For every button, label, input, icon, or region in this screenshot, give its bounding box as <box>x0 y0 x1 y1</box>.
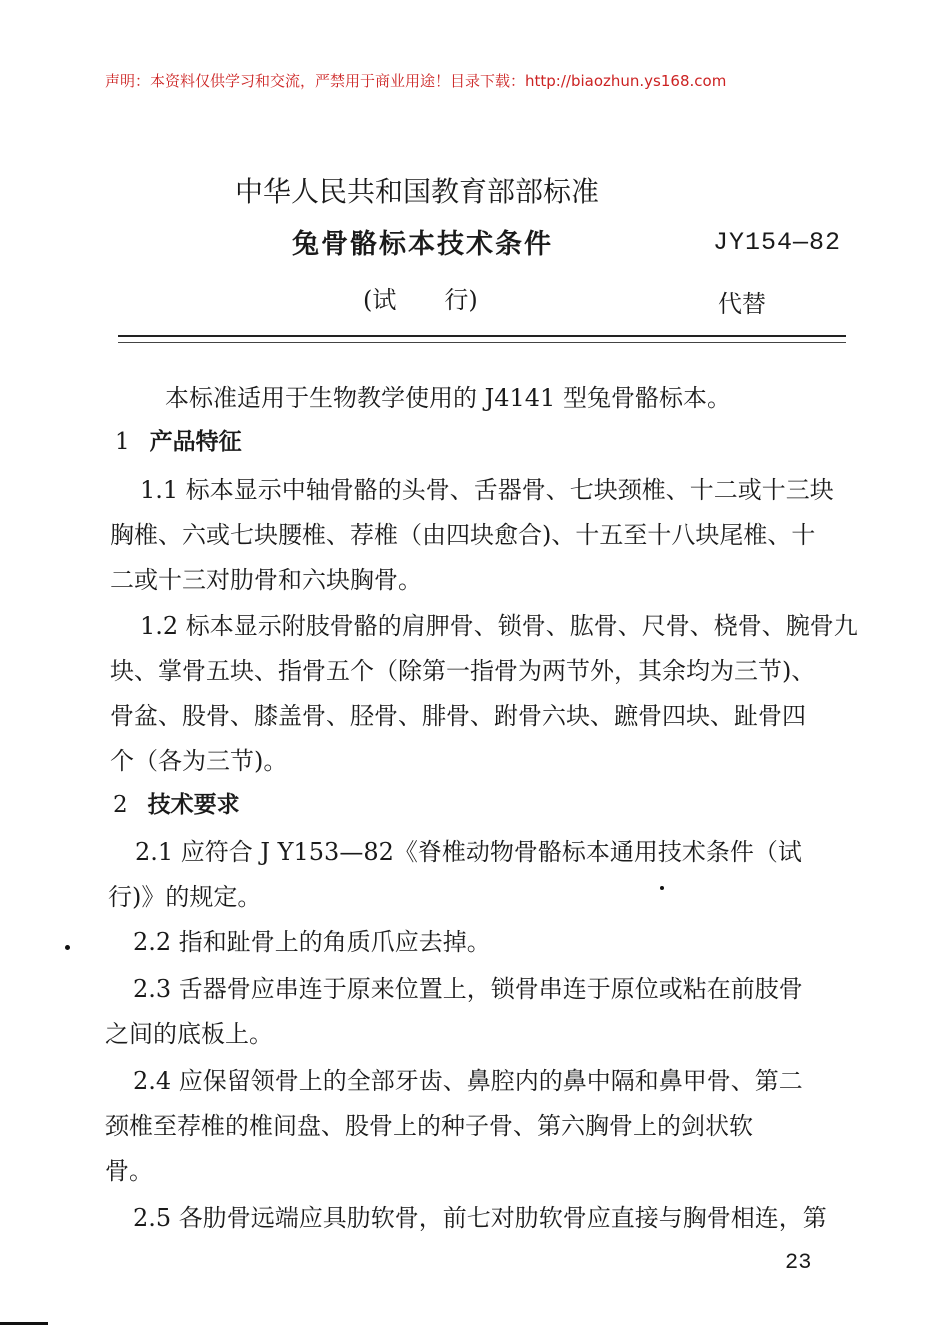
header-rule-thin <box>118 342 846 343</box>
section-2-number: 2 <box>113 792 128 818</box>
section-2-heading <box>113 783 240 828</box>
scan-mark <box>0 1322 48 1325</box>
clause-line: 1.2 标本显示附肢骨骼的肩胛骨、锁骨、肱骨、尺骨、桡骨、腕骨九 <box>140 612 858 640</box>
section-2-title: 技术要求 <box>147 792 240 818</box>
trial-status-open: (试 <box>363 286 397 314</box>
clause-line: 2.1 应符合 J Y153—82《脊椎动物骨骼标本通用技术条件（试 <box>135 838 802 866</box>
clause-line: 胸椎、六或七块腰椎、荐椎（由四块愈合)、十五至十八块尾椎、十 <box>110 521 816 549</box>
clause-line: 2.2 指和趾骨上的角质爪应去掉。 <box>133 928 491 956</box>
clause-line: 1.1 标本显示中轴骨骼的头骨、舌器骨、七块颈椎、十二或十三块 <box>140 476 834 504</box>
section-1-number: 1 <box>115 429 130 455</box>
replaces-label: 代替 <box>718 290 766 318</box>
clause-line: 之间的底板上。 <box>105 1020 273 1048</box>
header-rule <box>118 335 846 337</box>
clause-line: 2.5 各肋骨远端应具肋软骨，前七对肋软骨应直接与胸骨相连，第 <box>133 1204 827 1232</box>
trial-status <box>363 280 478 315</box>
scan-speck <box>65 945 70 950</box>
clause-line: 骨盆、股骨、膝盖骨、胫骨、腓骨、跗骨六块、蹠骨四块、趾骨四 <box>110 702 806 730</box>
section-1-title: 产品特征 <box>149 429 242 455</box>
clause-line: 2.3 舌器骨应串连于原来位置上，锁骨串连于原位或粘在前肢骨 <box>133 975 803 1003</box>
clause-line: 个（各为三节)。 <box>110 747 288 775</box>
disclaimer-banner: 声明：本资料仅供学习和交流，严禁用于商业用途！目录下载：http://biaozhun.ys168.com <box>105 72 727 90</box>
scan-speck <box>660 886 664 890</box>
clause-line: 行)》的规定。 <box>108 883 262 911</box>
standard-code: JY154—82 <box>713 228 842 257</box>
clause-line: 块、掌骨五块、指骨五个（除第一指骨为两节外，其余均为三节)、 <box>110 657 816 685</box>
clause-line: 2.4 应保留领骨上的全部牙齿、鼻腔内的鼻中隔和鼻甲骨、第二 <box>133 1067 803 1095</box>
page-number: 23 <box>785 1250 812 1275</box>
issuing-organization: 中华人民共和国教育部部标准 <box>235 175 600 208</box>
section-1-heading <box>115 420 242 465</box>
intro-paragraph: 本标准适用于生物教学使用的 J4141 型兔骨骼标本。 <box>165 384 731 412</box>
trial-status-close: 行) <box>444 286 478 314</box>
clause-line: 骨。 <box>105 1157 153 1185</box>
document-title: 兔骨骼标本技术条件 <box>292 229 553 260</box>
clause-line: 二或十三对肋骨和六块胸骨。 <box>110 566 422 594</box>
clause-line: 颈椎至荐椎的椎间盘、股骨上的种子骨、第六胸骨上的剑状软 <box>105 1112 753 1140</box>
